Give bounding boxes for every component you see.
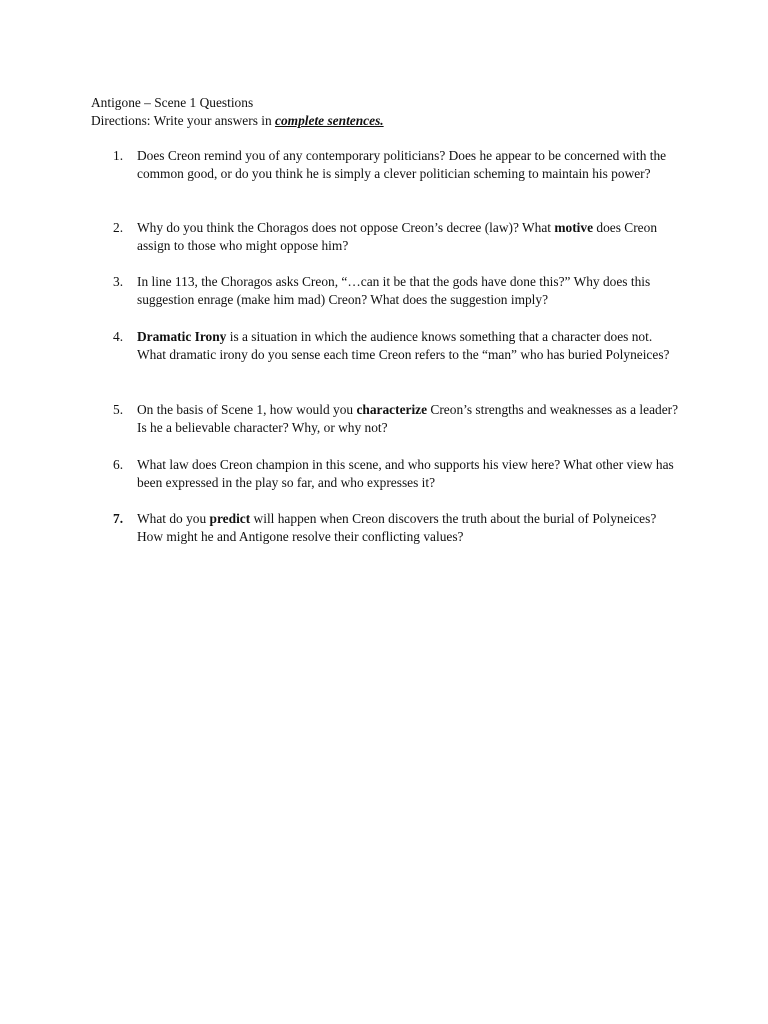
page-title: Antigone – Scene 1 Questions <box>91 95 254 110</box>
question-text-part: On the basis of Scene 1, how would you <box>137 402 357 417</box>
key-term: predict <box>209 511 251 526</box>
question-number: 1. <box>113 148 124 163</box>
question-text-part: does Creon assign to those who might oppose him? <box>137 220 658 253</box>
directions-emphasis: complete sentences. <box>275 113 384 128</box>
directions-label: Directions: Write your answers in <box>91 113 276 128</box>
question-text: In line 113, the Choragos asks Creon, “…can it be that the gods have done this?” Why does this suggestion enrage (make him mad) Creon? What does the suggestion imply? <box>137 274 651 307</box>
key-term: characterize <box>356 402 428 417</box>
question-text-part: What do you <box>137 511 210 526</box>
question-number: 6. <box>113 457 124 472</box>
question-text-part: will happen when Creon discovers the truth about the burial of Polyneices? How might he and Antigone resolve their conflicting values? <box>137 511 657 544</box>
question-text-part: Why do you think the Choragos does not oppose Creon’s decree (law)? What <box>137 220 555 235</box>
key-term: Dramatic Irony <box>137 329 227 344</box>
question-number: 4. <box>113 329 124 344</box>
question-text <box>137 328 682 364</box>
question-text-part: Creon’s strengths and weaknesses as a leader? Is he a believable character? Why, or why not? <box>137 402 679 435</box>
question-number: 7. <box>113 511 124 526</box>
question-text <box>137 510 682 546</box>
key-term: motive <box>554 220 594 235</box>
directions <box>91 112 711 130</box>
question-number: 2. <box>113 220 124 235</box>
question-text: What law does Creon champion in this scene, and who supports his view here? What other view has been expressed in the play so far, and who expresses it? <box>137 457 674 490</box>
question-text-part: is a situation in which the audience knows something that a character does not. What dramatic irony do you sense each time Creon refers to the “man” who has buried Polyneices? <box>137 329 670 362</box>
question-number: 3. <box>113 274 124 289</box>
worksheet-header <box>91 94 711 130</box>
question-number: 5. <box>113 402 124 417</box>
question-text <box>137 219 682 255</box>
question-text: Does Creon remind you of any contemporary politicians? Does he appear to be concerned with the common good, or do you think he is simply a clever politician scheming to maintain his power? <box>137 148 667 181</box>
question-text <box>137 401 682 437</box>
